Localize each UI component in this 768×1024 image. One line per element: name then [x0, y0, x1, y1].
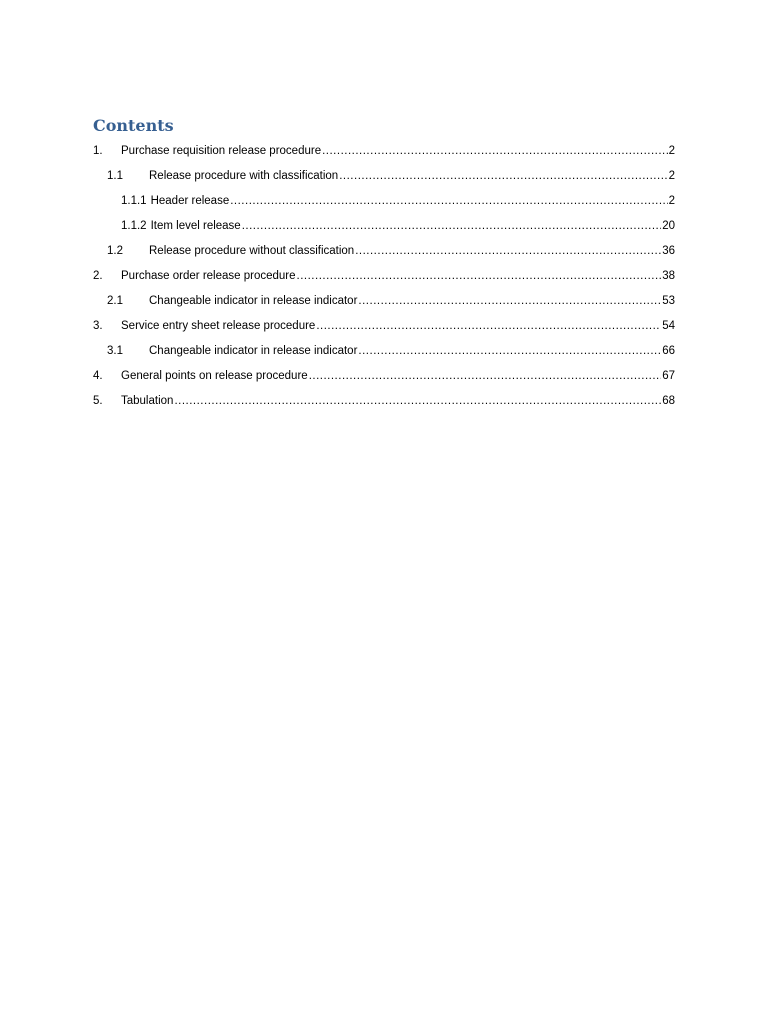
toc-entry-page: 68 — [662, 394, 675, 407]
toc-entry-title: Purchase order release procedure — [121, 269, 296, 282]
toc-entry-number: 5. — [93, 394, 103, 407]
toc-entry-page: 67 — [662, 369, 675, 382]
toc-entry-number: 2. — [93, 269, 103, 282]
toc-entry-title: Tabulation — [121, 394, 174, 407]
toc-entry[interactable] — [93, 388, 675, 413]
toc-dot-leader — [309, 370, 662, 382]
toc-entry-page: 66 — [662, 344, 675, 357]
toc-entry-page: 2 — [668, 169, 675, 182]
toc-dot-leader — [174, 395, 661, 407]
toc-entry[interactable] — [93, 213, 675, 238]
toc-dot-leader — [242, 220, 662, 232]
toc-entry-title: Item level release — [150, 219, 241, 232]
toc-entry-title: Release procedure with classification — [149, 169, 339, 182]
toc-entry-number: 3.1 — [107, 344, 123, 357]
toc-entry-page: 54 — [662, 319, 675, 332]
toc-entry-number: 1.1 — [107, 169, 123, 182]
toc-entry-title: Changeable indicator in release indicator — [149, 344, 358, 357]
toc-dot-leader — [358, 345, 661, 357]
toc-entry[interactable] — [93, 138, 675, 163]
toc-entry-number: 1. — [93, 144, 103, 157]
toc-entry-page: 20 — [662, 219, 675, 232]
toc-entry-number: 1.1.2 — [121, 219, 147, 232]
toc-entry-page: 2 — [668, 194, 675, 207]
toc-dot-leader — [230, 195, 667, 207]
toc-dot-leader — [322, 145, 668, 157]
toc-entry[interactable] — [93, 363, 675, 388]
toc-dot-leader — [297, 270, 662, 282]
toc-heading: Contents — [93, 116, 174, 135]
toc-entry-title: Header release — [150, 194, 230, 207]
toc-entry-title: General points on release procedure — [121, 369, 308, 382]
toc-entry-number: 4. — [93, 369, 103, 382]
toc-entry[interactable] — [93, 238, 675, 263]
toc-entry-number: 2.1 — [107, 294, 123, 307]
toc-entry-page: 53 — [662, 294, 675, 307]
toc-entry-title: Service entry sheet release procedure — [121, 319, 316, 332]
toc-entry-page: 38 — [662, 269, 675, 282]
toc-dot-leader — [358, 295, 661, 307]
toc-dot-leader — [316, 320, 661, 332]
toc-entry[interactable] — [93, 163, 675, 188]
toc-entry-page: 36 — [662, 244, 675, 257]
toc-entry-title: Purchase requisition release procedure — [121, 144, 322, 157]
toc-entry-number: 1.1.1 — [121, 194, 147, 207]
toc-entry[interactable] — [93, 263, 675, 288]
toc-entry-title: Release procedure without classification — [149, 244, 355, 257]
toc-entry[interactable] — [93, 338, 675, 363]
toc-entry[interactable] — [93, 313, 675, 338]
table-of-contents — [93, 138, 675, 413]
toc-entry-number: 1.2 — [107, 244, 123, 257]
toc-entry-title: Changeable indicator in release indicator — [149, 294, 358, 307]
toc-dot-leader — [355, 245, 661, 257]
toc-entry[interactable] — [93, 188, 675, 213]
toc-entry[interactable] — [93, 288, 675, 313]
toc-dot-leader — [339, 170, 667, 182]
toc-entry-number: 3. — [93, 319, 103, 332]
toc-entry-page: 2 — [668, 144, 675, 157]
